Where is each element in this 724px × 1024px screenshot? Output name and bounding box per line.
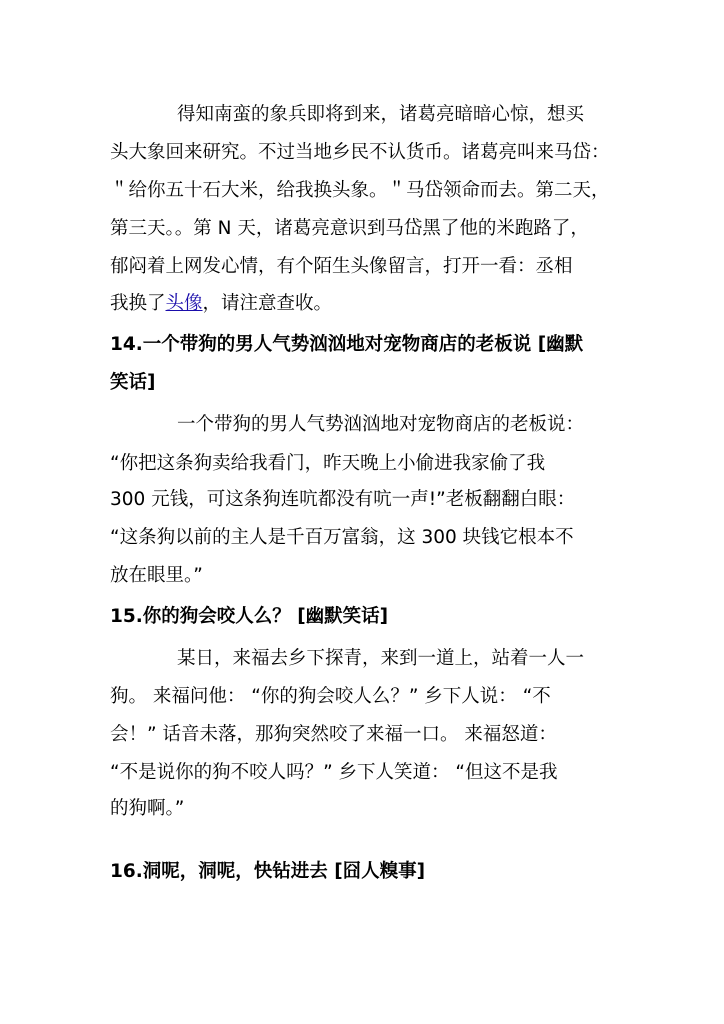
paragraph-line: “这条狗以前的主人是千百万富翁，这 300 块钱它根本不 bbox=[110, 527, 574, 548]
paragraph-line: 的狗啊。” bbox=[110, 798, 185, 819]
avatar-link[interactable]: 头像 bbox=[165, 293, 203, 314]
text-fragment: 我换了 bbox=[110, 293, 166, 314]
paragraph-line: “你把这条狗卖给我看门，昨天晚上小偷进我家偷了我 bbox=[110, 453, 546, 474]
paragraph-line: “不是说你的狗不咬人吗？” 乡下人笑道： “但这不是我 bbox=[110, 762, 558, 783]
paragraph-line: 一个带狗的男人气势汹汹地对宠物商店的老板说： bbox=[177, 414, 585, 435]
paragraph-line: 会！” 话音未落，那狗突然咬了来福一口。 来福怒道： bbox=[110, 724, 557, 745]
section-heading: 15.你的狗会咬人么？ [幽默笑话] bbox=[110, 606, 389, 627]
paragraph-line: 300 元钱，可这条狗连吭都没有吭一声!”老板翻翻白眼： bbox=[110, 489, 576, 510]
paragraph-line: 狗。 来福问他： “你的狗会咬人么？” 乡下人说： “不 bbox=[110, 686, 551, 707]
paragraph-line: ＂给你五十石大米，给我换头象。＂马岱领命而去。第二天， bbox=[110, 180, 610, 201]
paragraph-line bbox=[110, 292, 332, 316]
paragraph-line: 第三天。。第 N 天，诸葛亮意识到马岱黑了他的米跑路了， bbox=[110, 218, 589, 239]
section-heading: 14.一个带狗的男人气势汹汹地对宠物商店的老板说 [幽默 bbox=[110, 334, 584, 355]
paragraph-line: 郁闷着上网发心情，有个陌生头像留言，打开一看：丞相 bbox=[110, 256, 573, 277]
paragraph-line: 得知南蛮的象兵即将到来，诸葛亮暗暗心惊，想买 bbox=[177, 104, 585, 125]
paragraph-line: 头大象回来研究。不过当地乡民不认货币。诸葛亮叫来马岱： bbox=[110, 142, 610, 163]
paragraph-line: 放在眼里。” bbox=[110, 565, 203, 586]
section-heading: 16.洞呢，洞呢，快钻进去 [囧人糗事] bbox=[110, 861, 426, 882]
text-fragment: ，请注意查收。 bbox=[202, 293, 333, 314]
section-heading: 笑话] bbox=[110, 372, 156, 393]
paragraph-line: 某日，来福去乡下探青，来到一道上，站着一人一 bbox=[177, 648, 585, 669]
